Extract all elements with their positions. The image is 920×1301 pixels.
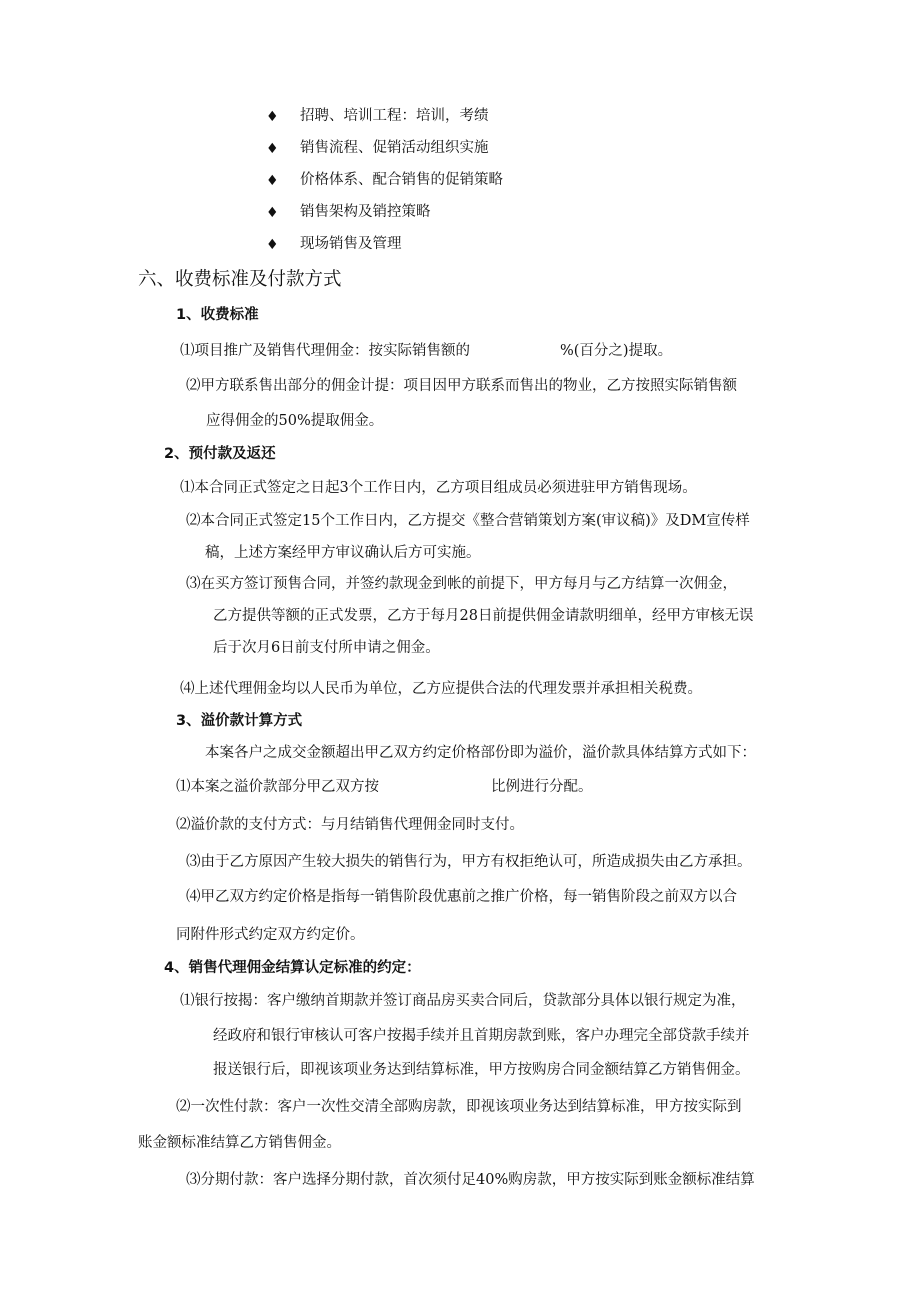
paragraph-line: 经政府和银行审核认可客户按揭手续并且首期房款到账，客户办理完全部贷款手续并 bbox=[213, 1028, 750, 1044]
subsection-heading: 1、收费标准 bbox=[176, 307, 259, 323]
paragraph: ⑵本合同正式签定15个工作日内，乙方提交《整合营销策划方案(审议稿)》及DM宣传样 bbox=[186, 513, 750, 529]
paragraph: ⑶由于乙方原因产生较大损失的销售行为，甲方有权拒绝认可，所造成损失由乙方承担。 bbox=[186, 854, 752, 870]
paragraph-continuation: 比例进行分配。 bbox=[491, 779, 593, 795]
bullet-item: 现场销售及管理 bbox=[300, 236, 402, 252]
paragraph: ⑶在买方签订预售合同，并签约款现金到帐的前提下，甲方每月与乙方结算一次佣金， bbox=[186, 576, 737, 592]
subsection-heading: 4、销售代理佣金结算认定标准的约定： bbox=[164, 960, 421, 976]
diamond-bullet-icon: ♦ bbox=[266, 109, 279, 125]
subsection-heading: 3、溢价款计算方式 bbox=[176, 713, 303, 729]
paragraph: ⑷上述代理佣金均以人民币为单位，乙方应提供合法的代理发票并承担相关税费。 bbox=[180, 681, 702, 697]
paragraph: ⑴银行按揭：客户缴纳首期款并签订商品房买卖合同后，贷款部分具体以银行规定为准， bbox=[180, 993, 746, 1009]
paragraph-line: 稿，上述方案经甲方审议确认后方可实施。 bbox=[205, 545, 481, 561]
paragraph: ⑶分期付款：客户选择分期付款，首次须付足40%购房款，甲方按实际到账金额标准结算 bbox=[186, 1172, 755, 1188]
section-title: 六、收费标准及付款方式 bbox=[138, 269, 342, 290]
paragraph-line: 后于次月6日前支付所申请之佣金。 bbox=[213, 640, 440, 656]
paragraph: ⑵一次性付款：客户一次性交清全部购房款，即视该项业务达到结算标准，甲方按实际到 bbox=[176, 1099, 742, 1115]
diamond-bullet-icon: ♦ bbox=[266, 237, 279, 253]
bullet-item: 招聘、培训工程：培训，考绩 bbox=[300, 108, 489, 124]
diamond-bullet-icon: ♦ bbox=[266, 205, 279, 221]
diamond-bullet-icon: ♦ bbox=[266, 141, 279, 157]
paragraph-line: 账金额标准结算乙方销售佣金。 bbox=[138, 1135, 341, 1151]
paragraph-line: 同附件形式约定双方约定价。 bbox=[176, 927, 365, 943]
subsection-heading: 2、预付款及返还 bbox=[164, 446, 276, 462]
paragraph: ⑴本案之溢价款部分甲乙双方按 bbox=[176, 779, 379, 795]
bullet-item: 价格体系、配合销售的促销策略 bbox=[300, 172, 503, 188]
paragraph: 本案各户之成交金额超出甲乙双方约定价格部份即为溢价，溢价款具体结算方式如下： bbox=[205, 745, 756, 761]
diamond-bullet-icon: ♦ bbox=[266, 173, 279, 189]
paragraph-continuation: %(百分之)提取。 bbox=[560, 343, 673, 359]
paragraph: ⑷甲乙双方约定价格是指每一销售阶段优惠前之推广价格，每一销售阶段之前双方以合 bbox=[186, 889, 737, 905]
paragraph-line: 报送银行后，即视该项业务达到结算标准，甲方按购房合同金额结算乙方销售佣金。 bbox=[213, 1062, 750, 1078]
bullet-item: 销售流程、促销活动组织实施 bbox=[300, 140, 489, 156]
bullet-item: 销售架构及销控策略 bbox=[300, 204, 431, 220]
paragraph: ⑵溢价款的支付方式：与月结销售代理佣金同时支付。 bbox=[176, 817, 524, 833]
paragraph-line: 应得佣金的50%提取佣金。 bbox=[206, 413, 384, 429]
paragraph: ⑵甲方联系售出部分的佣金计提：项目因甲方联系而售出的物业，乙方按照实际销售额 bbox=[186, 378, 737, 394]
paragraph-line: 乙方提供等额的正式发票，乙方于每月28日前提供佣金请款明细单，经甲方审核无误 bbox=[213, 608, 754, 624]
paragraph: ⑴项目推广及销售代理佣金：按实际销售额的 bbox=[180, 343, 470, 359]
paragraph: ⑴本合同正式签定之日起3个工作日内，乙方项目组成员必须进驻甲方销售现场。 bbox=[180, 480, 697, 496]
